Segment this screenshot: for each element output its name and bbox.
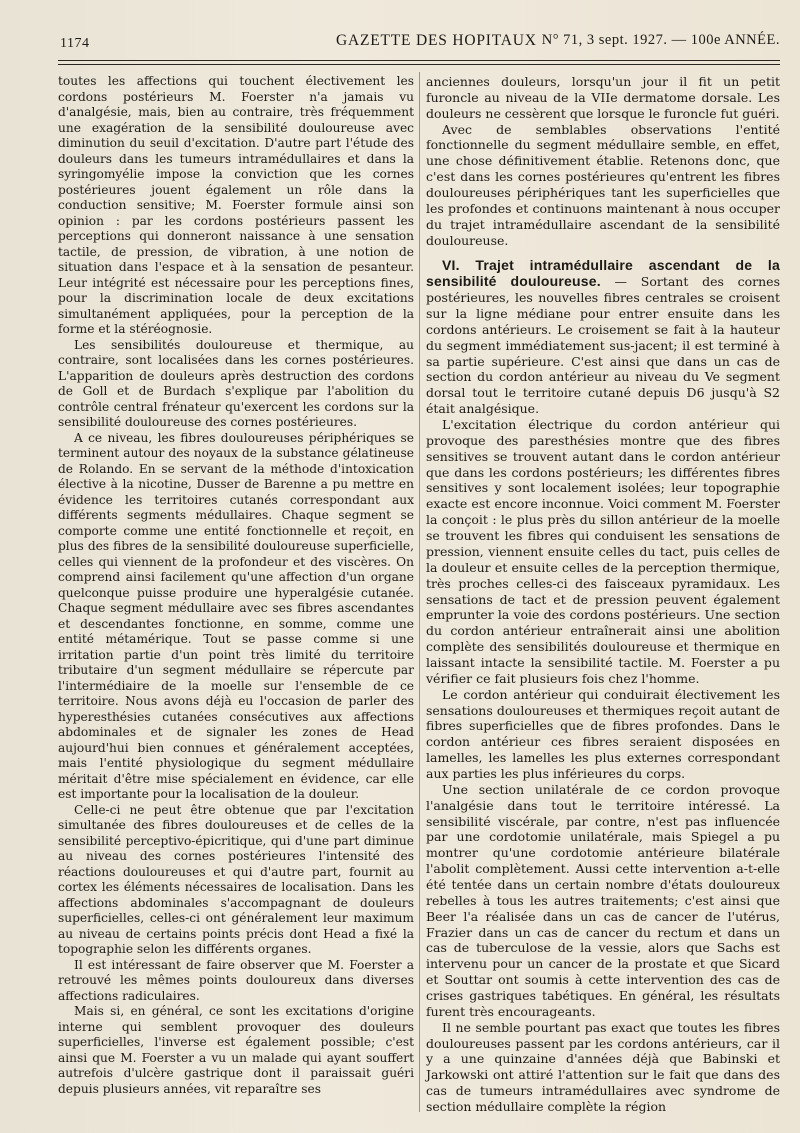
section-heading: VI. Trajet intramédullaire ascendant de la sensibilité douloureuse.: [426, 257, 780, 290]
right-column: [426, 74, 780, 1115]
left-column: [58, 74, 414, 1097]
paragraph: L'excitation électrique du cordon antérieur qui provoque des paresthésies montre que des fibres sensitives se trouvent autant dans le cordon antérieur que dans les cordons postérieurs; les différentes fibres sensitives y sont localement isolées; leur topographie exacte est encore inconnue. Voici comment M. Foerster la conçoit : le plus près du sillon antérieur de la moelle se trouvent les fibres qui conduisent les sensations de pression, viennent ensuite celles du tact, puis celles de la douleur et ensuite celles de la perception thermique, très proches celles-ci des faisceaux pyramidaux. Les sensations de tact et de pression peuvent également emprunter la voie des cordons postérieurs. Une section du cordon antérieur entraînerait ainsi une abolition complète des sensibilités douloureuse et thermique en laissant intacte la sensibilité tactile. M. Foerster a pu vérifier ce fait plusieurs fois chez l'homme.: [426, 417, 780, 686]
section-paragraph: [426, 258, 780, 417]
paragraph: Avec de semblables observations l'entité fonctionnelle du segment médullaire semble, en effet, une chose définitivement établie. Retenons donc, que c'est dans les cornes postérieures qu'entrent les fibres douloureuses périphériques tant les superficielles que les profondes et continuons maintenant à nous occuper du trajet intramédullaire ascendant de la sensibilité douloureuse.: [426, 121, 780, 248]
paragraph: Les sensibilités douloureuse et thermique, au contraire, sont localisées dans les cornes postérieures. L'apparition de douleurs après destruction des cordons de Goll et de Burdach s'explique par l'abolition du contrôle central frénateur qu'exercent les cordons sur la sensibilité douloureuse des cornes postérieures.: [58, 337, 414, 429]
issue-info: N° 71, 3 sept. 1927. — 100e ANNÉE.: [541, 32, 780, 48]
paragraph: toutes les affections qui touchent électivement les cordons postérieurs M. Foerster n'a jamais vu d'analgésie, mais, bien au contraire, très fréquemment une exagération de la sensibilité douloureuse avec diminution du seuil d'excitation. D'autre part l'étude des douleurs dans les tumeurs intramédullaires et dans la syringomyélie impose la conviction que les cornes postérieures jouent également un rôle dans la conduction sensitive; M. Foerster formule ainsi son opinion : par les cordons postérieurs passent les perceptions qui donneront naissance à une sensation tactile, de pression, de vibration, à une notion de situation dans l'espace et à la sensation de pesanteur. Leur intégrité est nécessaire pour les perceptions fines, pour la discrimination locale de deux excitations simultanément appliquées, pour la perception de la forme et la stéréognosie.: [58, 74, 414, 336]
paragraph: A ce niveau, les fibres douloureuses périphériques se terminent autour des noyaux de la substance gélatineuse de Rolando. En se servant de la méthode d'intoxication élective à la nicotine, Dusser de Barenne a pu mettre en évidence les territoires cutanés correspondant aux différents segments médullaires. Chaque segment se comporte comme une entité fonctionnelle et reçoit, en plus des fibres de la sensibilité douloureuse superficielle, celles qui viennent de la profondeur et des viscères. On comprend ainsi facilement qu'une affection d'un organe quelconque puisse produire une hyperalgésie cutanée. Chaque segment médullaire avec ses fibres ascendantes et descendantes fonctionne, en somme, comme une entité métamérique. Tout se passe comme si une irritation partie d'un point très limité du territoire tributaire d'un segment médullaire se répercute par l'intermédiaire de la moelle sur l'ensemble de ce territoire. Nous avons déjà eu l'occasion de parler des hyperesthésies cutanées consécutives aux affections abdominales et de signaler les zones de Head aujourd'hui bien connues et généralement acceptées, mais l'entité physiologique du segment médullaire méritait d'être mise spécialement en évidence, car elle est importante pour la localisation de la douleur.: [58, 430, 414, 801]
header-rule: [58, 60, 780, 61]
paragraph: Il ne semble pourtant pas exact que toutes les fibres douloureuses passent par les cordons antérieurs, car il y a une quinzaine d'années déjà que Babinski et Jarkowski ont attiré l'attention sur le fait que dans des cas de tumeurs intramédullaires avec syndrome de section médullaire complète la région: [426, 1019, 780, 1114]
paragraph: Mais si, en général, ce sont les excitations d'origine interne qui semblent provoquer des douleurs superficielles, l'inverse est également possible; c'est ainsi que M. Foerster a vu un malade qui ayant souffert autrefois d'ulcère gastrique dont il paraissait guéri depuis plusieurs années, vit reparaître ses: [58, 1004, 414, 1096]
paragraph: Le cordon antérieur qui conduirait électivement les sensations douloureuses et thermiques reçoit autant de fibres superficielles que de fibres profondes. Dans le cordon antérieur ces fibres seraient disposées en lamelles, les lamelles les plus externes correspondant aux parties les plus inférieures du corps.: [426, 686, 780, 781]
paragraph: Celle-ci ne peut être obtenue que par l'excitation simultanée des fibres douloureuses et de celles de la sensibilité perceptivo-épicritique, qui d'une part diminue au niveau des cornes postérieures l'intensité des réactions douloureuses et qui d'autre part, fournit au cortex les éléments nécessaires de localisation. Dans les affections abdominales s'accompagnant de douleurs superficielles, celles-ci ont généralement leur maximum au niveau de certains points précis dont Head a fixé la topographie selon les différents organes.: [58, 802, 414, 956]
paragraph: anciennes douleurs, lorsqu'un jour il fit un petit furoncle au niveau de la VIIe dermatome dorsale. Les douleurs ne cessèrent que lorsque le furoncle fut guéri.: [426, 74, 780, 121]
column-separator: [419, 72, 420, 1112]
header-rule-thin: [58, 64, 780, 65]
paragraph: Il est intéressant de faire observer que M. Foerster a retrouvé les mêmes points douloureux dans diverses affections radiculaires.: [58, 957, 414, 1003]
section-text: — Sortant des cornes postérieures, les nouvelles fibres centrales se croisent sur la ligne médiane pour entrer ensuite dans les cordons antérieurs. Le croisement se fait à la hauteur du segment immédiatement sus-jacent; il est terminé à sa partie supérieure. C'est ainsi que dans un cas de section du cordon antérieur au niveau du Ve segment dorsal tout le territoire cutané depuis D6 jusqu'à S2 était analgésique.: [426, 274, 780, 417]
paragraph: Une section unilatérale de ce cordon provoque l'analgésie dans tout le territoire intéressé. La sensibilité viscérale, par contre, n'est pas influencée par une cordotomie unilatérale, mais Spiegel a pu montrer qu'une cordotomie antérieure bilatérale l'abolit complètement. Aussi cette intervention a-t-elle été tentée dans un certain nombre d'états douloureux rebelles à tous les autres traitements; c'est ainsi que Beer l'a réalisée dans un cas de cancer de l'utérus, Frazier dans un cas de cancer du rectum et dans un cas de tuberculose de la vessie, alors que Sachs est intervenu pour un cancer de la prostate et que Sicard et Souttar ont soumis à cette intervention des cas de crises gastriques tabétiques. En général, les résultats furent très encourageants.: [426, 781, 780, 1019]
page-header: [58, 32, 780, 56]
journal-title: GAZETTE DES HOPITAUX: [336, 32, 537, 49]
page-number: 1174: [60, 36, 90, 51]
